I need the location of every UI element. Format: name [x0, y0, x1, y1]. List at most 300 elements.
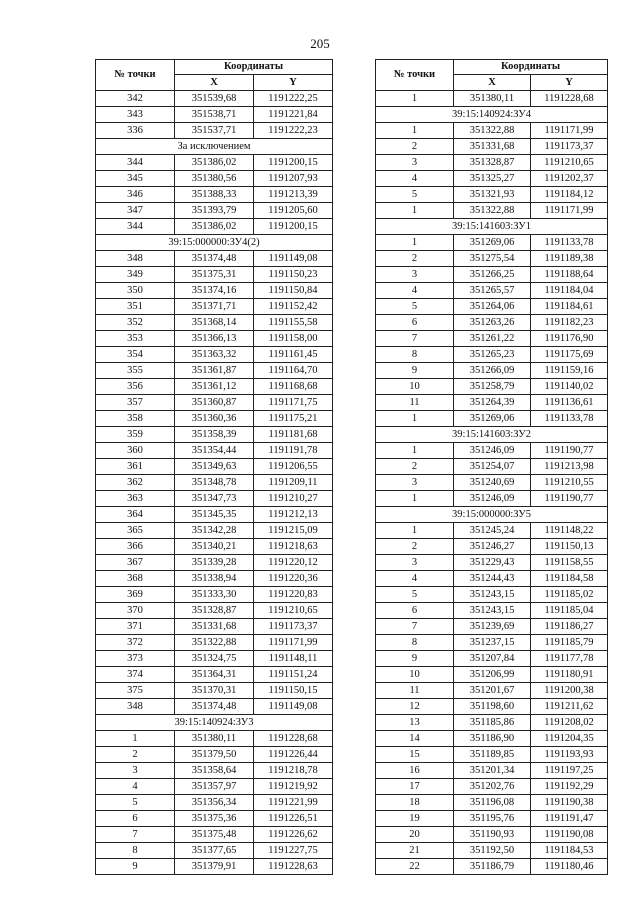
table-row: [376, 331, 608, 347]
x-coordinate-cell: 351261,22: [454, 331, 531, 347]
x-coordinate-cell: 351201,67: [454, 683, 531, 699]
y-coordinate-cell: 1191171,75: [254, 395, 333, 411]
x-coordinate-cell: 351538,71: [175, 107, 254, 123]
table-row: [96, 155, 333, 171]
x-coordinate-cell: 351537,71: [175, 123, 254, 139]
x-coordinate-cell: 351393,79: [175, 203, 254, 219]
y-coordinate-cell: 1191207,93: [254, 171, 333, 187]
x-coordinate-cell: 351356,34: [175, 795, 254, 811]
point-number-cell: 360: [96, 443, 175, 459]
x-coordinate-cell: 351331,68: [175, 619, 254, 635]
y-coordinate-cell: 1191227,75: [254, 843, 333, 859]
table-row: [96, 427, 333, 443]
table-row: [96, 443, 333, 459]
y-coordinate-cell: 1191220,12: [254, 555, 333, 571]
table-row: [96, 699, 333, 715]
table-row: [376, 475, 608, 491]
x-coordinate-cell: 351388,33: [175, 187, 254, 203]
x-coordinate-cell: 351196,08: [454, 795, 531, 811]
point-number-cell: 372: [96, 635, 175, 651]
point-number-cell: 1: [376, 491, 454, 507]
point-number-cell: 4: [96, 779, 175, 795]
table-row: [96, 523, 333, 539]
y-coordinate-cell: 1191171,99: [531, 203, 608, 219]
x-coordinate-cell: 351195,76: [454, 811, 531, 827]
table-row: [376, 267, 608, 283]
point-number-cell: 354: [96, 347, 175, 363]
point-number-cell: 2: [376, 459, 454, 475]
table-row: [376, 635, 608, 651]
y-coordinate-cell: 1191185,02: [531, 587, 608, 603]
table-row: [376, 187, 608, 203]
y-coordinate-cell: 1191226,51: [254, 811, 333, 827]
section-row: [376, 427, 608, 443]
x-coordinate-cell: 351265,23: [454, 347, 531, 363]
x-coordinate-cell: 351325,27: [454, 171, 531, 187]
x-coordinate-cell: 351371,71: [175, 299, 254, 315]
table-row: [96, 347, 333, 363]
y-coordinate-cell: 1191181,68: [254, 427, 333, 443]
y-coordinate-cell: 1191180,46: [531, 859, 608, 875]
x-coordinate-cell: 351340,21: [175, 539, 254, 555]
x-coordinate-cell: 351374,48: [175, 699, 254, 715]
y-coordinate-cell: 1191189,38: [531, 251, 608, 267]
section-row: [376, 107, 608, 123]
table-row: [376, 459, 608, 475]
table-row: [376, 123, 608, 139]
point-number-cell: 348: [96, 251, 175, 267]
point-number-cell: 1: [376, 91, 454, 107]
x-coordinate-cell: 351201,34: [454, 763, 531, 779]
point-number-cell: 363: [96, 491, 175, 507]
table-row: [96, 731, 333, 747]
y-coordinate-cell: 1191173,37: [531, 139, 608, 155]
x-coordinate-cell: 351363,32: [175, 347, 254, 363]
y-coordinate-cell: 1191176,90: [531, 331, 608, 347]
x-coordinate-cell: 351539,68: [175, 91, 254, 107]
point-number-cell: 346: [96, 187, 175, 203]
section-label: 39:15:140924:ЗУ4: [376, 107, 608, 123]
x-coordinate-cell: 351358,64: [175, 763, 254, 779]
table-row: [96, 267, 333, 283]
x-coordinate-cell: 351342,28: [175, 523, 254, 539]
point-number-cell: 365: [96, 523, 175, 539]
table-row: [96, 571, 333, 587]
point-number-cell: 353: [96, 331, 175, 347]
section-label: 39:15:000000:ЗУ5: [376, 507, 608, 523]
x-coordinate-cell: 351368,14: [175, 315, 254, 331]
point-number-header: № точки: [376, 60, 454, 91]
x-coordinate-cell: 351246,09: [454, 491, 531, 507]
x-coordinate-cell: 351374,16: [175, 283, 254, 299]
point-number-cell: 10: [376, 667, 454, 683]
table-row: [96, 843, 333, 859]
section-label: 39:15:140924:ЗУ3: [96, 715, 333, 731]
x-coordinate-cell: 351246,09: [454, 443, 531, 459]
point-number-cell: 369: [96, 587, 175, 603]
y-coordinate-cell: 1191210,55: [531, 475, 608, 491]
y-coordinate-cell: 1191184,61: [531, 299, 608, 315]
point-number-cell: 10: [376, 379, 454, 395]
point-number-cell: 6: [96, 811, 175, 827]
x-coordinate-cell: 351375,31: [175, 267, 254, 283]
x-coordinate-cell: 351237,15: [454, 635, 531, 651]
y-coordinate-cell: 1191184,12: [531, 187, 608, 203]
x-coordinate-cell: 351185,86: [454, 715, 531, 731]
y-coordinate-cell: 1191133,78: [531, 411, 608, 427]
point-number-cell: 17: [376, 779, 454, 795]
table-row: [96, 299, 333, 315]
point-number-cell: 344: [96, 155, 175, 171]
x-coordinate-cell: 351243,15: [454, 603, 531, 619]
point-number-cell: 4: [376, 171, 454, 187]
table-row: [96, 635, 333, 651]
table-row: [96, 763, 333, 779]
x-coordinate-cell: 351361,87: [175, 363, 254, 379]
point-number-cell: 361: [96, 459, 175, 475]
y-coordinate-cell: 1191177,78: [531, 651, 608, 667]
y-coordinate-cell: 1191228,63: [254, 859, 333, 875]
y-coordinate-cell: 1191190,77: [531, 443, 608, 459]
point-number-cell: 349: [96, 267, 175, 283]
y-coordinate-cell: 1191180,91: [531, 667, 608, 683]
point-number-cell: 1: [376, 203, 454, 219]
coordinates-table-right: [375, 59, 608, 875]
point-number-cell: 373: [96, 651, 175, 667]
y-coordinate-cell: 1191184,53: [531, 843, 608, 859]
point-number-cell: 1: [376, 443, 454, 459]
point-number-cell: 352: [96, 315, 175, 331]
x-coordinate-cell: 351322,88: [454, 123, 531, 139]
table-row: [96, 555, 333, 571]
table-row: [96, 315, 333, 331]
table-row: [376, 139, 608, 155]
section-label: 39:15:141603:ЗУ2: [376, 427, 608, 443]
y-coordinate-cell: 1191182,23: [531, 315, 608, 331]
point-number-cell: 364: [96, 507, 175, 523]
point-number-cell: 3: [376, 155, 454, 171]
point-number-cell: 9: [376, 363, 454, 379]
coordinates-table-left: [95, 59, 333, 875]
y-coordinate-cell: 1191161,45: [254, 347, 333, 363]
point-number-cell: 11: [376, 683, 454, 699]
table-row: [376, 395, 608, 411]
x-coordinate-cell: 351264,06: [454, 299, 531, 315]
table-row: [96, 331, 333, 347]
x-coordinate-cell: 351263,26: [454, 315, 531, 331]
x-coordinate-cell: 351324,75: [175, 651, 254, 667]
x-coordinate-cell: 351347,73: [175, 491, 254, 507]
table-row: [376, 251, 608, 267]
y-coordinate-cell: 1191173,37: [254, 619, 333, 635]
table-row: [96, 811, 333, 827]
point-number-cell: 1: [376, 235, 454, 251]
y-coordinate-cell: 1191136,61: [531, 395, 608, 411]
point-number-cell: 15: [376, 747, 454, 763]
y-coordinate-cell: 1191212,13: [254, 507, 333, 523]
y-coordinate-cell: 1191206,55: [254, 459, 333, 475]
y-coordinate-cell: 1191184,58: [531, 571, 608, 587]
table-row: [96, 91, 333, 107]
table-row: [376, 651, 608, 667]
y-coordinate-cell: 1191148,11: [254, 651, 333, 667]
x-coordinate-cell: 351339,28: [175, 555, 254, 571]
y-coordinate-cell: 1191185,79: [531, 635, 608, 651]
table-row: [96, 203, 333, 219]
y-coordinate-cell: 1191149,08: [254, 251, 333, 267]
point-number-cell: 11: [376, 395, 454, 411]
x-header: X: [454, 75, 531, 91]
point-number-cell: 3: [376, 267, 454, 283]
y-coordinate-cell: 1191213,39: [254, 187, 333, 203]
point-number-cell: 1: [96, 731, 175, 747]
y-coordinate-cell: 1191204,35: [531, 731, 608, 747]
point-number-cell: 342: [96, 91, 175, 107]
x-coordinate-cell: 351322,88: [175, 635, 254, 651]
table-row: [376, 619, 608, 635]
table-row: [376, 667, 608, 683]
x-coordinate-cell: 351370,31: [175, 683, 254, 699]
point-number-cell: 18: [376, 795, 454, 811]
table-row: [376, 491, 608, 507]
y-coordinate-cell: 1191222,23: [254, 123, 333, 139]
y-coordinate-cell: 1191226,44: [254, 747, 333, 763]
table-row: [96, 475, 333, 491]
y-coordinate-cell: 1191140,02: [531, 379, 608, 395]
y-coordinate-cell: 1191193,93: [531, 747, 608, 763]
y-coordinate-cell: 1191192,29: [531, 779, 608, 795]
x-coordinate-cell: 351331,68: [454, 139, 531, 155]
point-number-cell: 366: [96, 539, 175, 555]
y-coordinate-cell: 1191228,68: [531, 91, 608, 107]
table-row: [376, 763, 608, 779]
table-body-left: [96, 91, 333, 875]
x-coordinate-cell: 351265,57: [454, 283, 531, 299]
x-coordinate-cell: 351328,87: [175, 603, 254, 619]
point-number-cell: 20: [376, 827, 454, 843]
y-coordinate-cell: 1191197,25: [531, 763, 608, 779]
x-coordinate-cell: 351379,50: [175, 747, 254, 763]
point-number-cell: 368: [96, 571, 175, 587]
point-number-cell: 14: [376, 731, 454, 747]
point-number-cell: 4: [376, 571, 454, 587]
table-row: [376, 683, 608, 699]
y-coordinate-cell: 1191133,78: [531, 235, 608, 251]
y-coordinate-cell: 1191205,60: [254, 203, 333, 219]
x-coordinate-cell: 351358,39: [175, 427, 254, 443]
x-coordinate-cell: 351206,99: [454, 667, 531, 683]
table-row: [376, 827, 608, 843]
x-coordinate-cell: 351374,48: [175, 251, 254, 267]
table-row: [376, 443, 608, 459]
y-coordinate-cell: 1191149,08: [254, 699, 333, 715]
point-number-cell: 9: [376, 651, 454, 667]
x-coordinate-cell: 351192,50: [454, 843, 531, 859]
point-number-cell: 367: [96, 555, 175, 571]
point-number-cell: 21: [376, 843, 454, 859]
x-coordinate-cell: 351386,02: [175, 219, 254, 235]
table-row: [96, 507, 333, 523]
y-coordinate-cell: 1191188,64: [531, 267, 608, 283]
table-row: [96, 747, 333, 763]
y-coordinate-cell: 1191151,24: [254, 667, 333, 683]
section-row: [96, 235, 333, 251]
table-row: [376, 731, 608, 747]
table-row: [96, 491, 333, 507]
x-coordinate-cell: 351202,76: [454, 779, 531, 795]
point-number-cell: 7: [96, 827, 175, 843]
table-row: [376, 699, 608, 715]
table-row: [376, 283, 608, 299]
table-row: [96, 363, 333, 379]
x-coordinate-cell: 351229,43: [454, 555, 531, 571]
point-number-cell: 357: [96, 395, 175, 411]
point-number-cell: 2: [376, 251, 454, 267]
point-number-cell: 2: [96, 747, 175, 763]
table-row: [96, 187, 333, 203]
y-coordinate-cell: 1191168,68: [254, 379, 333, 395]
x-coordinate-cell: 351269,06: [454, 411, 531, 427]
table-row: [376, 539, 608, 555]
point-number-cell: 1: [376, 411, 454, 427]
x-coordinate-cell: 351258,79: [454, 379, 531, 395]
x-coordinate-cell: 351348,78: [175, 475, 254, 491]
table-row: [376, 859, 608, 875]
table-row: [376, 843, 608, 859]
point-number-cell: 371: [96, 619, 175, 635]
section-row: [376, 219, 608, 235]
x-coordinate-cell: 351364,31: [175, 667, 254, 683]
x-coordinate-cell: 351380,56: [175, 171, 254, 187]
point-number-cell: 370: [96, 603, 175, 619]
x-coordinate-cell: 351243,15: [454, 587, 531, 603]
point-number-cell: 8: [96, 843, 175, 859]
table-row: [96, 651, 333, 667]
y-coordinate-cell: 1191210,65: [254, 603, 333, 619]
point-number-cell: 2: [376, 139, 454, 155]
x-coordinate-cell: 351366,13: [175, 331, 254, 347]
point-number-cell: 374: [96, 667, 175, 683]
y-coordinate-cell: 1191191,78: [254, 443, 333, 459]
y-coordinate-cell: 1191190,08: [531, 827, 608, 843]
y-coordinate-cell: 1191222,25: [254, 91, 333, 107]
point-number-cell: 7: [376, 331, 454, 347]
table-row: [96, 283, 333, 299]
point-number-cell: 7: [376, 619, 454, 635]
x-coordinate-cell: 351349,63: [175, 459, 254, 475]
point-number-cell: 6: [376, 315, 454, 331]
point-number-cell: 8: [376, 635, 454, 651]
point-number-cell: 1: [376, 523, 454, 539]
y-header: Y: [254, 75, 333, 91]
table-row: [376, 779, 608, 795]
table-row: [376, 235, 608, 251]
point-number-cell: 13: [376, 715, 454, 731]
x-coordinate-cell: 351239,69: [454, 619, 531, 635]
x-coordinate-cell: 351345,35: [175, 507, 254, 523]
x-coordinate-cell: 351386,02: [175, 155, 254, 171]
x-coordinate-cell: 351246,27: [454, 539, 531, 555]
x-coordinate-cell: 351322,88: [454, 203, 531, 219]
table-row: [96, 827, 333, 843]
point-number-cell: 9: [96, 859, 175, 875]
x-coordinate-cell: 351190,93: [454, 827, 531, 843]
point-number-cell: 2: [376, 539, 454, 555]
y-coordinate-cell: 1191150,23: [254, 267, 333, 283]
y-coordinate-cell: 1191185,04: [531, 603, 608, 619]
point-number-cell: 4: [376, 283, 454, 299]
point-number-cell: 345: [96, 171, 175, 187]
x-coordinate-cell: 351338,94: [175, 571, 254, 587]
point-number-cell: 19: [376, 811, 454, 827]
table-row: [376, 363, 608, 379]
point-number-cell: 347: [96, 203, 175, 219]
y-coordinate-cell: 1191190,38: [531, 795, 608, 811]
table-row: [376, 811, 608, 827]
table-row: [96, 459, 333, 475]
y-coordinate-cell: 1191175,21: [254, 411, 333, 427]
y-coordinate-cell: 1191171,99: [531, 123, 608, 139]
table-row: [96, 667, 333, 683]
point-number-header: № точки: [96, 60, 175, 91]
point-number-cell: 358: [96, 411, 175, 427]
y-coordinate-cell: 1191215,09: [254, 523, 333, 539]
point-number-cell: 16: [376, 763, 454, 779]
y-coordinate-cell: 1191210,27: [254, 491, 333, 507]
section-label: 39:15:000000:ЗУ4(2): [96, 235, 333, 251]
x-coordinate-cell: 351207,84: [454, 651, 531, 667]
y-coordinate-cell: 1191158,00: [254, 331, 333, 347]
point-number-cell: 359: [96, 427, 175, 443]
x-coordinate-cell: 351354,44: [175, 443, 254, 459]
x-coordinate-cell: 351361,12: [175, 379, 254, 395]
y-coordinate-cell: 1191218,78: [254, 763, 333, 779]
table-row: [96, 779, 333, 795]
x-coordinate-cell: 351321,93: [454, 187, 531, 203]
table-row: [376, 203, 608, 219]
point-number-cell: 343: [96, 107, 175, 123]
table-row: [96, 379, 333, 395]
point-number-cell: 22: [376, 859, 454, 875]
y-header: Y: [531, 75, 608, 91]
table-row: [96, 795, 333, 811]
point-number-cell: 344: [96, 219, 175, 235]
y-coordinate-cell: 1191150,15: [254, 683, 333, 699]
table-row: [376, 91, 608, 107]
table-row: [96, 587, 333, 603]
y-coordinate-cell: 1191218,63: [254, 539, 333, 555]
table-row: [376, 603, 608, 619]
y-coordinate-cell: 1191208,02: [531, 715, 608, 731]
point-number-cell: 3: [96, 763, 175, 779]
y-coordinate-cell: 1191158,55: [531, 555, 608, 571]
y-coordinate-cell: 1191148,22: [531, 523, 608, 539]
x-coordinate-cell: 351328,87: [454, 155, 531, 171]
x-coordinate-cell: 351380,11: [454, 91, 531, 107]
x-coordinate-cell: 351357,97: [175, 779, 254, 795]
coordinates-header: Координаты: [454, 60, 608, 75]
coordinates-header: Координаты: [175, 60, 333, 75]
table-row: [376, 715, 608, 731]
y-coordinate-cell: 1191221,99: [254, 795, 333, 811]
x-coordinate-cell: 351264,39: [454, 395, 531, 411]
table-body-right: [376, 91, 608, 875]
x-coordinate-cell: 351360,87: [175, 395, 254, 411]
x-coordinate-cell: 351240,69: [454, 475, 531, 491]
table-row: [96, 123, 333, 139]
y-coordinate-cell: 1191150,84: [254, 283, 333, 299]
point-number-cell: 12: [376, 699, 454, 715]
